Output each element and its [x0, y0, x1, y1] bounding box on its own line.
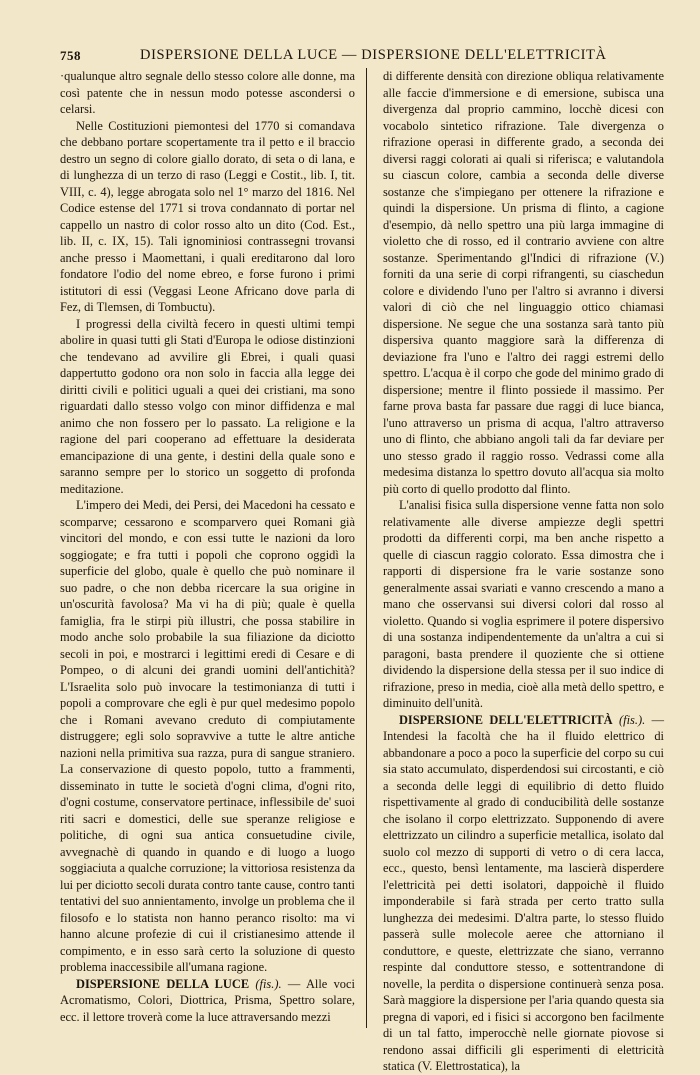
paragraph: ·qualunque altro segnale dello stesso colore alle donne, ma così patente che in nessun modo potesse ascondersi o celarsi.: [60, 69, 355, 116]
entry-dispersione-luce: [60, 976, 355, 1026]
paragraph: L'analisi fisica sulla dispersione venne fatta non solo relativamente alle diverse ampiezze degli spettri prodotti da differenti corpi, ma ben anche rispetto a quelle di ciascun raggio colorato. Essa dimostra che i rapporti di dispersione fra le varie sostanze sono generalmente assai svariati e vanno crescendo a mano a mano che osservansi sui diversi colori dal rosso al violetto. Quando si voglia esprimere il potere dispersivo di una sostanza indipendentemente da un'altra a cui si paragoni, basta prendere il quoziente che si ottiene dividendo la dispersione della stessa per il suo indice di rifrazione, preso in media, cioè alla metà dello spettro, e diminuito dell'unità.: [382, 498, 664, 710]
entry-heading: DISPERSIONE DELLA LUCE: [76, 976, 250, 991]
right-column: [373, 68, 664, 1075]
entry-dispersione-elettricita: [383, 712, 664, 1075]
column-divider: [366, 68, 367, 1028]
paragraph: L'impero dei Medi, dei Persi, dei Macedoni ha cessato e scomparve; cessarono e scomparvero quei Romani già vincitori del mondo, e con essi tutte le nazioni da loro soggiogate; e fra tutti i popoli che coprono oggidì la superficie del globo, quale è quello che può nominare il suo padre, o che non debba ricercare la sua origine in un'oscurità favolosa? Ma vi ha di più; quale è quella famiglia, fra le stirpi più illustri, che possa stabilire in modo anche solo probabile la sua filiazione da diciotto secoli in poi, e mostrarci i legittimi eredi di Cesare e di Pompeo, o di alcuni dei grandi uomini dell'antichità? L'Israelita solo può invocare la testimonianza di tutti i popoli a comprovare che egli è pur quel medesimo popolo che i Romani avevano creduto di compiutamente distruggere; egli solo sopravvive a tutte le altre antiche nazioni nella primitiva sua razza, pura di sangue straniero. La conservazione di questo popolo, tutto a frammenti, disseminato in tutte le società d'ogni clima, d'ogni rito, d'ogni costume, conservatore pertinace, inflessibile de' suoi riti sacri e domestici, delle sue speranze religiose e politiche, di ogni sua antica consuetudine civile, avvegnachè di quando in quando e di luogo a luogo soggiaciuta a qualche corruzione; la vittoriosa resistenza da lui per diciotto secoli durata contro tante cause, contro tanti tentativi del suo annientamento, involge un problema che il filosofo e lo statista non hanno peranco risolto: ma vi hanno alcune profezie di cui il cristianesimo attende il compimento, e in esso sarà certo la soluzione di questo problema inaccessibile all'umana ragione.: [60, 498, 355, 974]
page-number: 758: [60, 48, 81, 63]
left-column: [60, 68, 355, 1075]
text-columns: [60, 68, 664, 1075]
paragraph: di differente densità con direzione obliqua relativamente alle faccie d'immersione e di emersione, subisca una divergenza dal proprio cammino, locchè dicesi con vocabolo sintetico rifrazione. Tale divergenza o rifrazione operasi in differente grado, a seconda dei diversi raggi colorati ai quali si riferisca; e valutandola su ciascun colore, cambia a seconda delle diverse sostanze che s'impiegano per ottenere la rifrazione e quindi la dispersione. Un prisma di flinto, a cagione d'esempio, dà nello spettro una più larga immagine di violetto che di rosso, ed il contrario avviene con altre sostanze. Sperimentando gl'Indici di rifrazione (V.) forniti da una serie di corpi rifrangenti, su ciaschedun colore e dividendo l'uno per l'altro si avranno i diversi valori di ciò che nel linguaggio ottico chiamasi dispersione. Ne segue che una sostanza sarà tanto più dispersiva quanto maggiore sarà la differenza di deviazione fra l'uno e l'altro dei raggi estremi dello spettro. L'acqua è il corpo che gode del minimo grado di dispersione; mentre il flinto possiede il massimo. Per farne prova basta far passare due raggi di luce bianca, l'uno attraverso un prisma di acqua, l'altro attraverso uno di flinto, che abbiano angoli tali da far deviare per uno stesso grado il raggio rosso. Vedrassi come alla medesima distanza lo spettro dovuto all'acqua sia molto più corto di quello prodotto dal flinto.: [382, 69, 664, 496]
paragraph: Nelle Costituzioni piemontesi del 1770 si comandava che debbano portare scopertamente tra il petto e il braccio destro un segno di colore giallo dorato, di seta o di lana, e di lunghezza di un terzo di raso (Leggi e Costit., lib. I, tit. VIII, c. 4), legge abrogata solo nel 1° marzo del 1816. Nel Codice estense del 1771 si trova condannato di portar nel cappello un nastro di color rosso alto un dito (Cod. Est., lib. II, c. IX, 15). Tali ignominiosi contrassegni trovansi anche presso i Maomettani, i quali ereditarono dal loro fondatore l'odio del nome ebreo, e forse furono i primi istitutori di essi (Veggasi Leone Africano dove parla di Fez, di Tlemsen, di Tombuctu).: [60, 118, 355, 314]
paragraph: I progressi della civiltà fecero in questi ultimi tempi abolire in quasi tutti gli Stati d'Europa le odiose distinzioni che tendevano ad avvilire gli Ebrei, i quali quasi dappertutto godono ora non solo in faccia alla legge dei diritti civili e politici uguali a quei dei cristiani, ma sono riguardati dallo stesso volgo con minor diffidenza e mal animo che non fossero per lo passato. La religione e la ragione del pari cooperano ad effettuare la desiderata emancipazione di una gente, i destini della quale sono e saranno sempre per lo storico un soggetto di profonda meditazione.: [60, 316, 355, 496]
entry-tag: (fis.).: [619, 712, 646, 727]
running-header: [60, 42, 664, 64]
entry-text: — Intendesi la facoltà che ha il fluido elettrico di abbandonare a poco a poco la superficie del corpo su cui sia stato accumulato, disperdendosi sui circostanti, e ciò a seconda delle leggi di equilibrio di detto fluido rispettivamente al grado di conducibilità delle sostanze che isolano il corpo elettrizzato. Supponendo di avere elettrizzato un cilindro a superficie metallica, isolato dal suolo col mezzo di supporti di vetro o di cera lacca, ecc., questo, bensì lentamente, ma lascierà disperdere l'elettricità pei detti isolatori, dappoichè il fluido imponderabile si farà strada per certo tratto sulla lunghezza dei medesimi. D'altra parte, lo stesso fluido passerà sulle molecole aeree che attorniano il conduttore, e queste, elettrizzate che siano, verranno respinte dal conduttore stesso, e sottentrandone di novelle, la perdita o dispersione continuerà senza posa. Sarà maggiore la dispersione per l'aria quando questa sia pregna di vapori, ed i fisici si accorgono ben facilmente di un tal fatto, imperocchè nelle giornate piovose si rendono assai difficili gli esperimenti di elettricità statica (V. Elettrostatica), la: [382, 712, 664, 1073]
header-title: DISPERSIONE DELLA LUCE — DISPERSIONE DELL'ELETTRICITÀ: [140, 47, 607, 63]
entry-text: — Alle voci Acromatismo, Colori, Diottrica, Prisma, Spettro solare, ecc. il lettore troverà come la luce attraversando mezzi: [60, 976, 355, 1024]
entry-heading: DISPERSIONE DELL'ELETTRICITÀ: [398, 712, 613, 727]
entry-tag: (fis.).: [255, 976, 282, 991]
